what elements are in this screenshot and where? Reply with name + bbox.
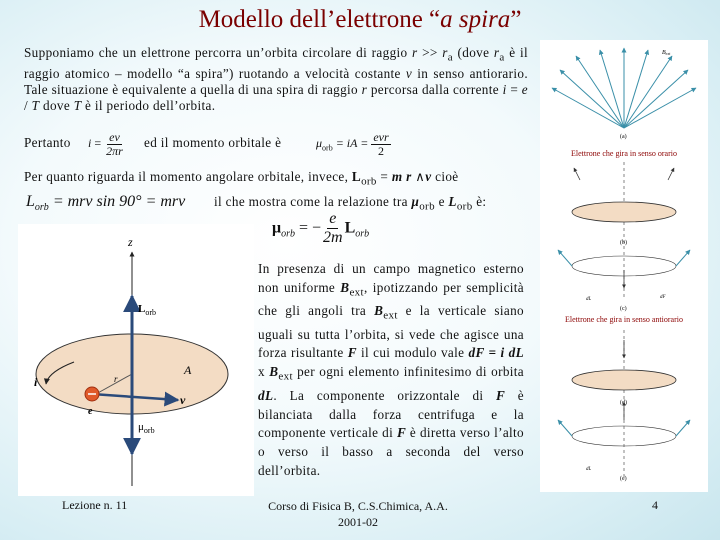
df-e2 <box>676 420 690 436</box>
footer-course <box>238 498 478 530</box>
symbol-T2: T <box>73 97 82 113</box>
lorb-L: L <box>26 193 35 210</box>
symbol-r2: r <box>361 81 368 97</box>
panel-bc <box>558 162 690 312</box>
intro-text-3: in senso antiorario. Tale situazione è equivalente a quella di una spira di raggio <box>24 65 528 97</box>
angular-eq: = <box>376 169 392 184</box>
intro-eq: = <box>506 81 522 97</box>
orbit-diagram <box>18 224 254 496</box>
force-F2: F <box>496 387 506 403</box>
relation-den: 2m <box>323 228 343 246</box>
relation-num: e <box>329 210 337 227</box>
angular-line <box>24 169 544 190</box>
force-B2: B <box>374 303 384 319</box>
angular-wedge: ∧ <box>415 169 426 184</box>
relation-intro-text: il che mostra come la relazione tra <box>214 194 412 209</box>
force-text-8: è diretta verso l’alto o verso il basso a seconda del verso dell’orbita. <box>258 425 524 478</box>
label-z: z <box>128 235 133 249</box>
footer-course-line2: 2001-02 <box>338 515 378 529</box>
force-B3-sub: ext <box>278 370 293 383</box>
intro-text-4a: percorsa dalla corrente <box>367 81 503 97</box>
bext-b1 <box>574 168 580 180</box>
field-line-a5 <box>624 56 672 128</box>
dl-label-c: dL <box>586 297 592 302</box>
moment-formula <box>316 131 391 158</box>
relation-intro-colon: è: <box>472 194 487 209</box>
intro-text-2a: (dove <box>457 45 494 60</box>
current-eq: = <box>91 136 105 151</box>
force-paragraph <box>258 260 524 481</box>
force-text-3: e la verticale siano uguali su tutta l’orbita, si vede che agisce una forza risultante <box>258 303 525 361</box>
angular-m: m <box>391 169 403 184</box>
df-c2 <box>676 250 690 266</box>
lorb-rest: = mrv sin 90° = mrv <box>48 193 186 210</box>
symbol-ra-sub: a <box>447 51 453 64</box>
intro-text-4b: dove <box>39 97 74 113</box>
relation-intro-mu-sub: orb <box>419 200 435 213</box>
panel-c-label: (c) <box>620 306 627 312</box>
symbol-v: v <box>405 65 413 81</box>
angular-L: L <box>351 169 362 184</box>
footer-course-line1: Corso di Fisica B, C.S.Chimica, A.A. <box>268 499 448 513</box>
caption-clockwise: Elettrone che gira in senso orario <box>571 149 677 158</box>
intro-paragraph <box>24 45 528 114</box>
label-mu-main: μ <box>138 421 144 433</box>
panel-e-label: (e) <box>620 476 627 482</box>
intro-slash: / <box>24 97 32 113</box>
intro-gg: >> <box>417 45 443 60</box>
force-text-5: per ogni elemento infinitesimo di orbita <box>292 364 524 380</box>
page-number: 4 <box>652 498 658 512</box>
panel-a-label: (a) <box>620 134 627 140</box>
df-label-c: dF <box>660 295 666 300</box>
force-text-7: è bilanciata dalla forza centrifuga e la componente verticale di <box>258 387 524 441</box>
label-L-main: L <box>138 303 146 315</box>
symbol-r: r <box>412 45 418 60</box>
relation-mu-sub: orb <box>281 228 295 240</box>
relation-intro-L: L <box>448 194 457 209</box>
moment-mu-sub: orb <box>322 143 333 153</box>
page-title <box>0 6 720 34</box>
dl-label-e: dL <box>586 467 592 472</box>
relation-fraction <box>321 211 345 246</box>
panel-b-label: (b) <box>620 240 627 246</box>
symbol-e: e <box>521 81 528 97</box>
field-figure <box>540 40 708 492</box>
field-line-a4 <box>576 56 624 128</box>
force-B3: B <box>269 364 279 380</box>
panel-d-label: (d) <box>620 400 627 406</box>
force-text-1: In presenza di un campo magnetico esterno non uniforme <box>258 261 524 295</box>
current-formula <box>88 131 125 158</box>
field-diagram <box>540 40 708 492</box>
symbol-ra2-sub: a <box>499 51 505 64</box>
moment-fraction <box>371 131 390 158</box>
relation-L-sub: orb <box>355 228 370 240</box>
field-line-a7 <box>624 70 688 128</box>
label-i: i <box>34 375 38 389</box>
angular-v: v <box>425 169 432 184</box>
angular-text-b: cioè <box>431 169 459 184</box>
intro-text-2b: è il raggio atomico – modello “a spira”) ruotando a velocità costante <box>24 45 528 81</box>
force-F3: F <box>396 425 407 441</box>
label-L <box>138 303 156 317</box>
current-den: 2πr <box>106 143 123 158</box>
df-e1 <box>558 420 572 436</box>
current-lhs: i <box>88 136 92 151</box>
moment-mu: μ <box>316 136 323 151</box>
force-x: x <box>258 364 270 380</box>
label-L-sub: orb <box>145 308 157 317</box>
title-end: ” <box>510 6 522 33</box>
moment-num: evr <box>373 130 389 144</box>
caption-counterclockwise: Elettrone che gira in senso antiorario <box>565 315 683 324</box>
label-mu <box>138 421 155 435</box>
current-fraction <box>104 131 125 158</box>
symbol-ra2: r <box>493 45 500 60</box>
symbol-ra: r <box>442 45 448 60</box>
bext-label-a <box>662 50 671 56</box>
relation-L: L <box>344 219 356 237</box>
relation-eq: = − <box>294 219 322 237</box>
moment-den: 2 <box>378 143 385 158</box>
force-B1: B <box>340 279 350 295</box>
moment-intro: ed il momento orbitale è <box>144 135 282 150</box>
angular-text-a: Per quanto riguarda il momento angolare orbitale, invece, <box>24 169 352 184</box>
relation-formula <box>272 211 369 246</box>
bext-label-a-sub: ext <box>665 51 671 56</box>
field-line-a6 <box>560 70 624 128</box>
symbol-i: i <box>502 81 507 97</box>
panel-a <box>552 48 696 140</box>
force-dF: dF = i dL <box>468 345 524 361</box>
label-mu-sub: orb <box>143 426 155 435</box>
df-c1 <box>558 250 572 266</box>
orbit-d <box>572 370 676 390</box>
bext-b2 <box>668 168 674 180</box>
force-text-2: , ipotizzando per semplicità che gli angoli tra <box>258 279 525 319</box>
moment-mid: = iA = <box>332 136 372 151</box>
angular-r: r <box>402 169 416 184</box>
orbit-b <box>572 202 676 222</box>
pertanto-label: Pertanto <box>24 135 71 150</box>
intro-text-4c: è il periodo dell’orbita. <box>81 97 216 113</box>
footer-lecture: Lezione n. 11 <box>62 498 128 512</box>
bext-label-a-main: B <box>662 50 666 56</box>
force-text-6: . La componente orizzontale di <box>273 387 497 403</box>
force-dL: dL <box>258 387 274 403</box>
relation-intro-L-sub: orb <box>456 200 473 213</box>
lorb-sub: orb <box>34 202 49 214</box>
title-italic: a spira <box>440 6 511 33</box>
force-B2-sub: ext <box>383 309 398 322</box>
label-e: e <box>88 406 93 417</box>
angular-L-sub: orb <box>361 175 377 188</box>
panel-de <box>558 330 690 482</box>
intro-text-1: Supponiamo che un elettrone percorra un’orbita circolare di raggio <box>24 45 413 60</box>
force-B1-sub: ext <box>349 286 364 299</box>
current-num: ev <box>109 130 120 144</box>
lorb-formula <box>26 193 185 213</box>
relation-mu: μ <box>272 219 282 237</box>
label-r: r <box>114 374 118 384</box>
relation-intro-and: e <box>434 194 449 209</box>
title-text: Modello dell’elettrone “ <box>198 6 441 33</box>
symbol-T: T <box>31 97 40 113</box>
orbit-figure <box>18 224 254 496</box>
label-A: A <box>184 363 192 377</box>
force-F1: F <box>347 345 357 361</box>
label-v: v <box>180 393 186 407</box>
force-text-4: il cui modulo vale <box>356 345 469 361</box>
relation-intro-mu: μ <box>411 194 420 209</box>
